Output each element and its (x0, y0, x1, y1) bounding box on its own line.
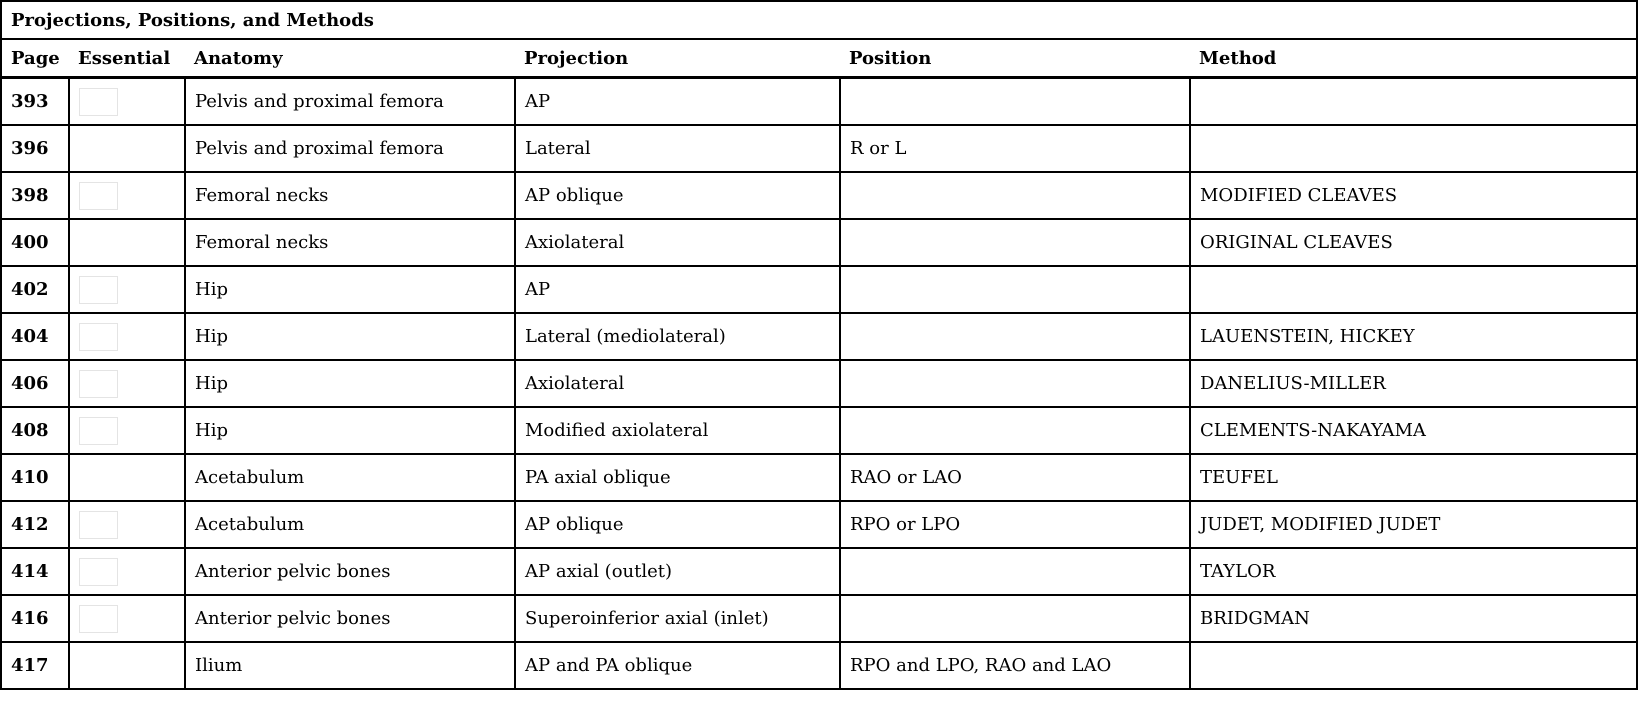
column-header-essential: Essential (69, 39, 185, 78)
projection-cell: AP axial (outlet) (515, 548, 840, 595)
essential-checkbox[interactable] (79, 417, 118, 445)
table-row (1, 266, 1637, 313)
table-row (1, 78, 1637, 126)
column-header-page: Page (1, 39, 69, 78)
position-cell (840, 266, 1190, 313)
page-cell: 406 (1, 360, 69, 407)
essential-checkbox[interactable] (79, 605, 118, 633)
method-cell: TAYLOR (1190, 548, 1637, 595)
page-cell: 416 (1, 595, 69, 642)
anatomy-cell: Pelvis and proximal femora (185, 78, 515, 126)
anatomy-cell: Anterior pelvic bones (185, 548, 515, 595)
projection-cell: Modified axiolateral (515, 407, 840, 454)
page-cell: 393 (1, 78, 69, 126)
projection-cell: Axiolateral (515, 219, 840, 266)
essential-cell (69, 313, 185, 360)
essential-cell (69, 172, 185, 219)
projection-cell: AP and PA oblique (515, 642, 840, 689)
position-cell (840, 407, 1190, 454)
essential-cell (69, 266, 185, 313)
anatomy-cell: Hip (185, 360, 515, 407)
table-body (1, 78, 1637, 690)
projection-cell: Axiolateral (515, 360, 840, 407)
essential-cell (69, 548, 185, 595)
projection-cell: Lateral (mediolateral) (515, 313, 840, 360)
anatomy-cell: Hip (185, 313, 515, 360)
table-row (1, 595, 1637, 642)
anatomy-cell: Acetabulum (185, 501, 515, 548)
column-header-projection: Projection (515, 39, 840, 78)
essential-cell (69, 125, 185, 172)
table-row (1, 454, 1637, 501)
essential-cell (69, 642, 185, 689)
essential-checkbox[interactable] (79, 88, 118, 116)
page-cell: 404 (1, 313, 69, 360)
table-row (1, 313, 1637, 360)
method-cell (1190, 266, 1637, 313)
method-cell: TEUFEL (1190, 454, 1637, 501)
page-cell: 410 (1, 454, 69, 501)
projection-cell: Superoinferior axial (inlet) (515, 595, 840, 642)
table-row (1, 360, 1637, 407)
page-cell: 398 (1, 172, 69, 219)
anatomy-cell: Hip (185, 266, 515, 313)
page-cell: 412 (1, 501, 69, 548)
column-header-row (1, 39, 1637, 78)
table-row (1, 125, 1637, 172)
position-cell (840, 360, 1190, 407)
anatomy-cell: Anterior pelvic bones (185, 595, 515, 642)
projection-cell: AP (515, 78, 840, 126)
method-cell (1190, 78, 1637, 126)
table-title-row (1, 1, 1637, 39)
projection-cell: AP oblique (515, 501, 840, 548)
anatomy-cell: Hip (185, 407, 515, 454)
method-cell: MODIFIED CLEAVES (1190, 172, 1637, 219)
essential-cell (69, 595, 185, 642)
column-header-position: Position (840, 39, 1190, 78)
projection-cell: PA axial oblique (515, 454, 840, 501)
table-row (1, 172, 1637, 219)
anatomy-cell: Ilium (185, 642, 515, 689)
essential-checkbox[interactable] (79, 182, 118, 210)
position-cell: RPO and LPO, RAO and LAO (840, 642, 1190, 689)
table-row (1, 642, 1637, 689)
page-cell: 408 (1, 407, 69, 454)
page-cell: 400 (1, 219, 69, 266)
anatomy-cell: Acetabulum (185, 454, 515, 501)
position-cell (840, 595, 1190, 642)
method-cell: ORIGINAL CLEAVES (1190, 219, 1637, 266)
position-cell (840, 219, 1190, 266)
table-row (1, 548, 1637, 595)
table-row (1, 407, 1637, 454)
table-title: Projections, Positions, and Methods (1, 1, 1637, 39)
essential-checkbox[interactable] (79, 370, 118, 398)
position-cell (840, 78, 1190, 126)
projection-cell: Lateral (515, 125, 840, 172)
projection-cell: AP oblique (515, 172, 840, 219)
method-cell: JUDET, MODIFIED JUDET (1190, 501, 1637, 548)
essential-cell (69, 454, 185, 501)
method-cell (1190, 642, 1637, 689)
anatomy-cell: Pelvis and proximal femora (185, 125, 515, 172)
essential-cell (69, 501, 185, 548)
position-cell (840, 172, 1190, 219)
essential-cell (69, 360, 185, 407)
essential-checkbox[interactable] (79, 511, 118, 539)
column-header-method: Method (1190, 39, 1637, 78)
essential-checkbox[interactable] (79, 323, 118, 351)
page-cell: 402 (1, 266, 69, 313)
position-cell: RPO or LPO (840, 501, 1190, 548)
method-cell: DANELIUS-MILLER (1190, 360, 1637, 407)
page-cell: 414 (1, 548, 69, 595)
position-cell (840, 313, 1190, 360)
anatomy-cell: Femoral necks (185, 219, 515, 266)
position-cell (840, 548, 1190, 595)
column-header-anatomy: Anatomy (185, 39, 515, 78)
essential-cell (69, 219, 185, 266)
method-cell: LAUENSTEIN, HICKEY (1190, 313, 1637, 360)
projection-cell: AP (515, 266, 840, 313)
essential-checkbox[interactable] (79, 558, 118, 586)
method-cell: BRIDGMAN (1190, 595, 1637, 642)
table-row (1, 219, 1637, 266)
essential-cell (69, 407, 185, 454)
page-cell: 417 (1, 642, 69, 689)
position-cell: R or L (840, 125, 1190, 172)
anatomy-cell: Femoral necks (185, 172, 515, 219)
position-cell: RAO or LAO (840, 454, 1190, 501)
method-cell (1190, 125, 1637, 172)
essential-checkbox[interactable] (79, 276, 118, 304)
table-row (1, 501, 1637, 548)
essential-cell (69, 78, 185, 126)
method-cell: CLEMENTS-NAKAYAMA (1190, 407, 1637, 454)
page-cell: 396 (1, 125, 69, 172)
